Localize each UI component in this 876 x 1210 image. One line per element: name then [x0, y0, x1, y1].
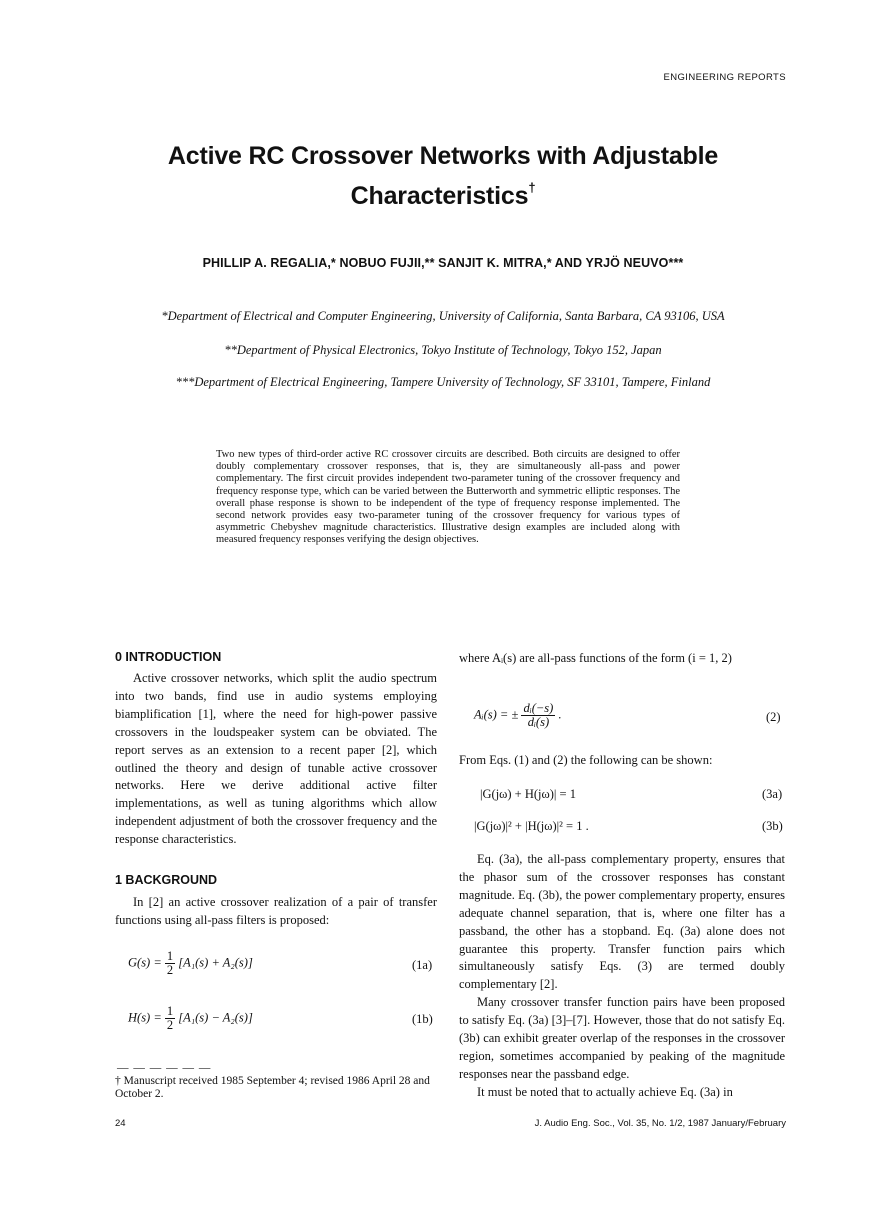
- right-body-text: [459, 851, 785, 1102]
- title-line-1: Active RC Crossover Networks with Adjustable: [167, 142, 719, 170]
- eq2-denominator: dᵢ(s): [527, 715, 550, 729]
- eq1a-lhs: G(s) =: [128, 955, 162, 970]
- equation-1a: [128, 950, 253, 977]
- affiliation-2: **Department of Physical Electronics, Tokyo Institute of Technology, Tokyo 152, Japan: [224, 343, 662, 357]
- affiliation-1: *Department of Electrical and Computer Engineering, University of California, Santa Barbara, CA 93106, USA: [161, 309, 725, 323]
- equation-1b: [128, 1005, 253, 1032]
- eq1b-coefficient: [165, 1005, 175, 1032]
- eq1b-coef-den: 2: [166, 1018, 174, 1032]
- paper-title: [80, 140, 806, 212]
- eq2-tail: .: [558, 707, 562, 722]
- equation-3a-number: (3a): [762, 787, 783, 801]
- introduction-paragraph: Active crossover networks, which split the audio spectrum into two bands, find use in audio systems employing biamplification [1], where the need for high-power passive crossovers in the loudspeaker system can be obviated. The report serves as an extension to a recent paper [2], which outlined the theory and design of tunable active crossover networks. Here we derive additional active filter implementations, as well as tuning algorithms which allow independent adjustment of both the crossover frequency and the response characteristics.: [115, 671, 437, 847]
- eq2-numerator: dᵢ(−s): [523, 701, 554, 715]
- authors: PHILLIP A. REGALIA,* NOBUO FUJII,** SANJIT K. MITRA,* AND YRJÖ NEUVO***: [202, 256, 684, 270]
- right-paragraph-1: Eq. (3a), the all-pass complementary property, ensures that the phasor sum of the crossover responses has constant magnitude. Eq. (3b), the power complementary property, ensures adequate channel separation, that is, where one filter has a passband, the other has a stopband. Eq. (3a) alone does not guarantee this property. Transfer function pairs which simultaneously satisfy Eqs. (3) are termed doubly complementary [2].: [459, 852, 785, 992]
- from-eqs-text: From Eqs. (1) and (2) the following can be shown:: [459, 753, 713, 767]
- affiliation-3: ***Department of Electrical Engineering, Tampere University of Technology, SF 33101, Tampere, Finland: [175, 375, 711, 389]
- eq1a-rhs: [A₁(s) + A₂(s)]: [178, 955, 253, 970]
- equation-3b: |G(jω)|² + |H(jω)|² = 1 .: [474, 819, 589, 833]
- eq1b-coef-num: 1: [166, 1004, 174, 1018]
- footnote: † Manuscript received 1985 September 4; revised 1986 April 28 and October 2.: [115, 1075, 430, 1100]
- eq1a-coef-num: 1: [166, 949, 174, 963]
- right-paragraph-2: Many crossover transfer function pairs have been proposed to satisfy Eq. (3a) [3]–[7]. However, those that do not satisfy Eq. (3b) can exhibit greater overlap of the responses in the crossover region, sometimes accompanied by peaking of the magnitude responses near the passband edge.: [459, 995, 785, 1081]
- title-dagger: †: [528, 180, 536, 195]
- journal-citation: J. Audio Eng. Soc., Vol. 35, No. 1/2, 1987 January/February: [534, 1118, 786, 1129]
- eq1a-coefficient: [165, 950, 175, 977]
- title-line-2: [80, 172, 806, 212]
- equation-1a-number: (1a): [412, 958, 433, 972]
- section-heading-background: 1 BACKGROUND: [115, 873, 218, 887]
- background-text: [115, 894, 437, 930]
- section-heading-introduction: 0 INTRODUCTION: [115, 650, 222, 664]
- eq1b-lhs: H(s) =: [128, 1010, 162, 1025]
- page-number: 24: [115, 1118, 126, 1129]
- introduction-text: [115, 670, 437, 849]
- eq2-lhs: Aᵢ(s) = ±: [474, 707, 519, 722]
- eq2-fraction: [521, 702, 555, 729]
- right-paragraph-3: It must be noted that to actually achieve Eq. (3a) in: [477, 1084, 733, 1099]
- right-intro-text: where Aᵢ(s) are all-pass functions of the form (i = 1, 2): [459, 651, 732, 665]
- eq1a-coef-den: 2: [166, 963, 174, 977]
- equation-1b-number: (1b): [412, 1012, 433, 1026]
- equation-2-number: (2): [766, 710, 781, 724]
- title-line-2-text: Characteristics: [350, 182, 529, 210]
- running-head: ENGINEERING REPORTS: [663, 72, 786, 83]
- equation-2: [474, 702, 562, 729]
- equation-3a: |G(jω) + H(jω)| = 1: [480, 787, 576, 801]
- background-paragraph: In [2] an active crossover realization of a pair of transfer functions using all-pass filters is proposed:: [115, 895, 437, 927]
- equation-3b-number: (3b): [762, 819, 783, 833]
- eq1b-rhs: [A₁(s) − A₂(s)]: [178, 1010, 253, 1025]
- abstract: Two new types of third-order active RC crossover circuits are described. Both circuits are designed to offer doubly complementary crossover responses, that is, they are simultaneously all-pass and power complementary. The first circuit provides independent two-parameter tuning of the crossover frequency and frequency response type, which can be varied between the Butterworth and symmetric elliptic responses. The overall phase response is shown to be independent of the type of frequency response implemented. The second network provides easy two-parameter tuning of the crossover frequency for various types of asymmetric Chebyshev magnitude characteristics. Illustrative design examples are included along with measured frequency responses verifying the design objectives.: [216, 449, 680, 546]
- footnote-rule: — — — — — —: [117, 1062, 212, 1074]
